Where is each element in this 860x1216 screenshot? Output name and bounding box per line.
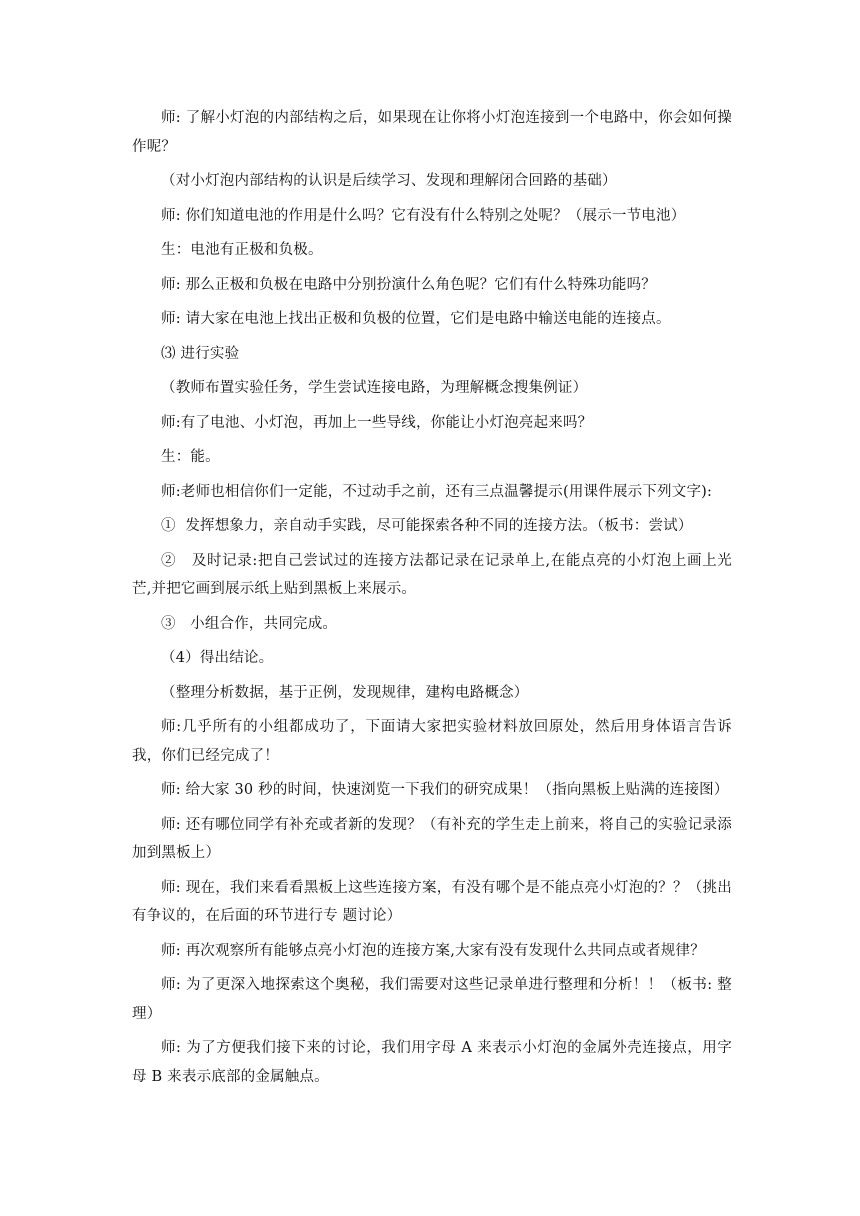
section-heading-experiment: ⑶ 进行实验: [161, 345, 240, 362]
paragraph-10: 生：能。: [161, 449, 220, 465]
paragraph-22: 师: 为了更深入地探索这个奥秘，我们需要对这些记录单进行整理和分析！！（板书: 整理）: [132, 977, 732, 1022]
paragraph-3: 师: 你们知道电池的作用是什么吗？它有没有什么特别之处呢？（展示一节电池）: [161, 207, 686, 224]
paragraph-8: （教师布置实验任务，学生尝试连接电路，为理解概念搜集例证）: [161, 380, 588, 396]
section-heading-conclusion: （4）得出结论。: [161, 650, 274, 666]
paragraph-18: 师: 给大家 30 秒的时间，快速浏览一下我们的研究成果！（指向黑板上贴满的连接图）: [161, 782, 729, 798]
tip-item-1: ① 发挥想象力，亲自动手实践，尽可能探索各种不同的连接方法。（板书：尝试）: [161, 518, 693, 534]
paragraph-19: 师: 还有哪位同学有补充或者新的发现？（有补充的学生走上前来，将自己的实验记录添加到黑板上）: [132, 816, 732, 861]
tip-item-2: ② 及时记录:把自己尝试过的连接方法都记录在记录单上,在能点亮的小灯泡上画上光芒,并把它画到展示纸上贴到黑板上来展示。: [132, 552, 732, 597]
paragraph-17: 师:几乎所有的小组都成功了，下面请大家把实验材料放回原处，然后用身体语言告诉我，你们已经完成了！: [132, 719, 732, 764]
tip-item-3: ③ 小组合作，共同完成。: [161, 615, 338, 632]
paragraph-6: 师: 请大家在电池上找出正极和负极的位置，它们是电路中输送电能的连接点。: [161, 311, 671, 327]
paragraph-1: 师: 了解小灯泡的内部结构之后，如果现在让你将小灯泡连接到一个电路中，你会如何操作呢？: [132, 110, 732, 155]
paragraph-20: 师: 现在，我们来看看黑板上这些连接方案，有没有哪个是不能点亮小灯泡的？？（挑出有争议的，在后面的环节进行专 题讨论）: [132, 879, 732, 924]
paragraph-5: 师: 那么正极和负极在电路中分别扮演什么角色呢？它们有什么特殊功能吗？: [161, 276, 656, 293]
paragraph-16: （整理分析数据，基于正例，发现规律，建构电路概念）: [161, 684, 529, 701]
paragraph-2: （对小灯泡内部结构的认识是后续学习、发现和理解闭合回路的基础）: [161, 173, 617, 189]
paragraph-23: 师: 为了方便我们接下来的讨论，我们用字母 A 来表示小灯泡的金属外壳连接点，用字母 B 来表示底部的金属触点。: [132, 1040, 732, 1085]
paragraph-21: 师: 再次观察所有能够点亮小灯泡的连接方案,大家有没有发现什么共同点或者规律？: [161, 942, 705, 959]
paragraph-4: 生：电池有正极和负极。: [161, 242, 323, 258]
paragraph-11: 师:老师也相信你们一定能，不过动手之前，还有三点温馨提示(用课件展示下列文字):: [161, 483, 713, 500]
paragraph-9: 师:有了电池、小灯泡，再加上一些导线，你能让小灯泡亮起来吗？: [161, 414, 593, 431]
